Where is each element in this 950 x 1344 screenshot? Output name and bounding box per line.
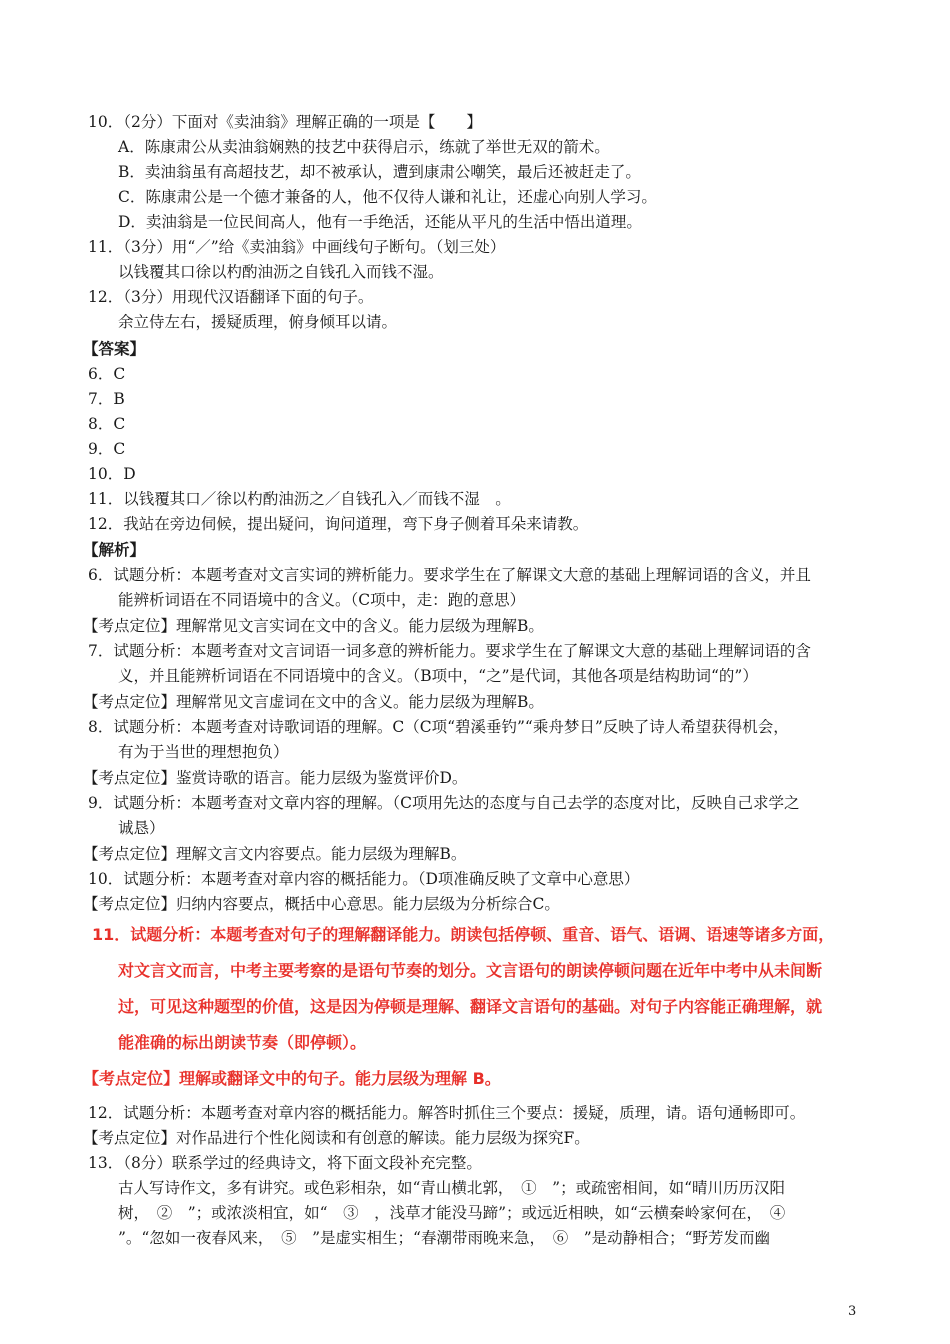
answer-10: 10．D — [88, 465, 136, 483]
analysis-7-cont: 义，并且能辨析词语在不同语境中的含义。（B项中，“之”是代词，其他各项是结构助词“的”） — [118, 667, 758, 685]
option-b: B．卖油翁虽有高超技艺，却不被承认，遭到康肃公嘲笑，最后还被赶走了。 — [118, 163, 641, 181]
answer-8: 8．C — [88, 415, 126, 433]
analysis-6: 6．试题分析：本题考查对文言实词的辨析能力。要求学生在了解课文大意的基础上理解词语的含义，并且 — [88, 566, 811, 584]
answer-6: 6．C — [88, 365, 126, 383]
question-10: 10．（2分）下面对《卖油翁》理解正确的一项是【 】 — [88, 113, 482, 131]
question-13: 13．（8分）联系学过的经典诗文，将下面文段补充完整。 — [88, 1154, 482, 1172]
analysis-heading: 【解析】 — [83, 541, 146, 559]
question-13-text-3: ”。“忽如一夜春风来， ⑤ ”是虚实相生；“春潮带雨晚来急， ⑥ ”是动静相合；“野芳发而幽 — [118, 1229, 771, 1247]
answer-9: 9．C — [88, 440, 126, 458]
point-10: 【考点定位】归纳内容要点，概括中心意思。能力层级为分析综合C。 — [83, 895, 560, 913]
answer-7: 7．B — [88, 390, 125, 408]
point-8: 【考点定位】鉴赏诗歌的语言。能力层级为鉴赏评价D。 — [83, 769, 468, 787]
answer-12: 12．我站在旁边伺候，提出疑问，询问道理，弯下身子侧着耳朵来请教。 — [88, 515, 589, 533]
point-6: 【考点定位】理解常见文言实词在文中的含义。能力层级为理解B。 — [83, 617, 544, 635]
option-c: C．陈康肃公是一个德才兼备的人，他不仅待人谦和礼让，还虚心向别人学习。 — [118, 188, 657, 206]
analysis-12: 12．试题分析：本题考查对章内容的概括能力。解答时抓住三个要点：援疑，质理，请。语句通畅即可。 — [88, 1104, 806, 1122]
question-11: 11．（3分）用“／”给《卖油翁》中画线句子断句。（划三处） — [88, 238, 506, 256]
question-12: 12．（3分）用现代汉语翻译下面的句子。 — [88, 288, 374, 306]
analysis-11-red-cont-1: 对文言文而言，中考主要考察的是语句节奏的划分。文言语句的朗读停顿问题在近年中考中从未间断 — [118, 961, 823, 980]
analysis-11-red-cont-2: 过，可见这种题型的价值，这是因为停顿是理解、翻译文言语句的基础。对句子内容能正确理解，就 — [118, 997, 823, 1016]
analysis-11-red: 11．试题分析：本题考查对句子的理解翻译能力。朗读包括停顿、重音、语气、语调、语速等诸多方面， — [92, 925, 835, 944]
analysis-8: 8．试题分析：本题考查对诗歌词语的理解。C（C项“碧溪垂钓”“乘舟梦日”反映了诗人希望获得机会， — [88, 718, 789, 736]
question-13-text-2: 树， ② ”；或浓淡相宜，如“ ③ ，浅草才能没马蹄”；或远近相映，如“云横秦岭家何在， ④ — [118, 1204, 786, 1222]
answer-heading: 【答案】 — [83, 340, 146, 358]
point-12: 【考点定位】对作品进行个性化阅读和有创意的解读。能力层级为探究F。 — [83, 1129, 590, 1147]
question-11-sentence: 以钱覆其口徐以杓酌油沥之自钱孔入而钱不湿。 — [118, 263, 444, 281]
point-9: 【考点定位】理解文言文内容要点。能力层级为理解B。 — [83, 845, 467, 863]
analysis-7: 7．试题分析：本题考查对文言词语一词多意的辨析能力。要求学生在了解课文大意的基础上理解词语的含 — [88, 642, 811, 660]
question-13-text-1: 古人写诗作文，多有讲究。或色彩相杂，如“青山横北郭， ① ”；或疏密相间，如“晴川历历汉阳 — [118, 1179, 786, 1197]
analysis-9: 9．试题分析：本题考查对文章内容的理解。（C项用先达的态度与自己去学的态度对比，反映自己求学之 — [88, 794, 800, 812]
analysis-8-cont: 有为于当世的理想抱负） — [118, 743, 289, 761]
option-d: D．卖油翁是一位民间高人，他有一手绝活，还能从平凡的生活中悟出道理。 — [118, 213, 642, 231]
analysis-11-red-cont-3: 能准确的标出朗读节奏（即停顿）。 — [118, 1033, 367, 1052]
analysis-10: 10．试题分析：本题考查对章内容的概括能力。（D项准确反映了文章中心意思） — [88, 870, 640, 888]
analysis-9-cont: 诚恳） — [118, 819, 165, 837]
question-12-sentence: 余立侍左右，援疑质理，俯身倾耳以请。 — [118, 313, 398, 331]
answer-11: 11．以钱覆其口／徐以杓酌油沥之／自钱孔入／而钱不湿 。 — [88, 490, 511, 508]
point-11-red: 【考点定位】理解或翻译文中的句子。能力层级为理解 B。 — [83, 1069, 501, 1088]
option-a: A．陈康肃公从卖油翁娴熟的技艺中获得启示，练就了举世无双的箭术。 — [118, 138, 610, 156]
page-number: 3 — [848, 1304, 857, 1319]
point-7: 【考点定位】理解常见文言虚词在文中的含义。能力层级为理解B。 — [83, 693, 544, 711]
analysis-6-cont: 能辨析词语在不同语境中的含义。（C项中，走：跑的意思） — [118, 591, 526, 609]
